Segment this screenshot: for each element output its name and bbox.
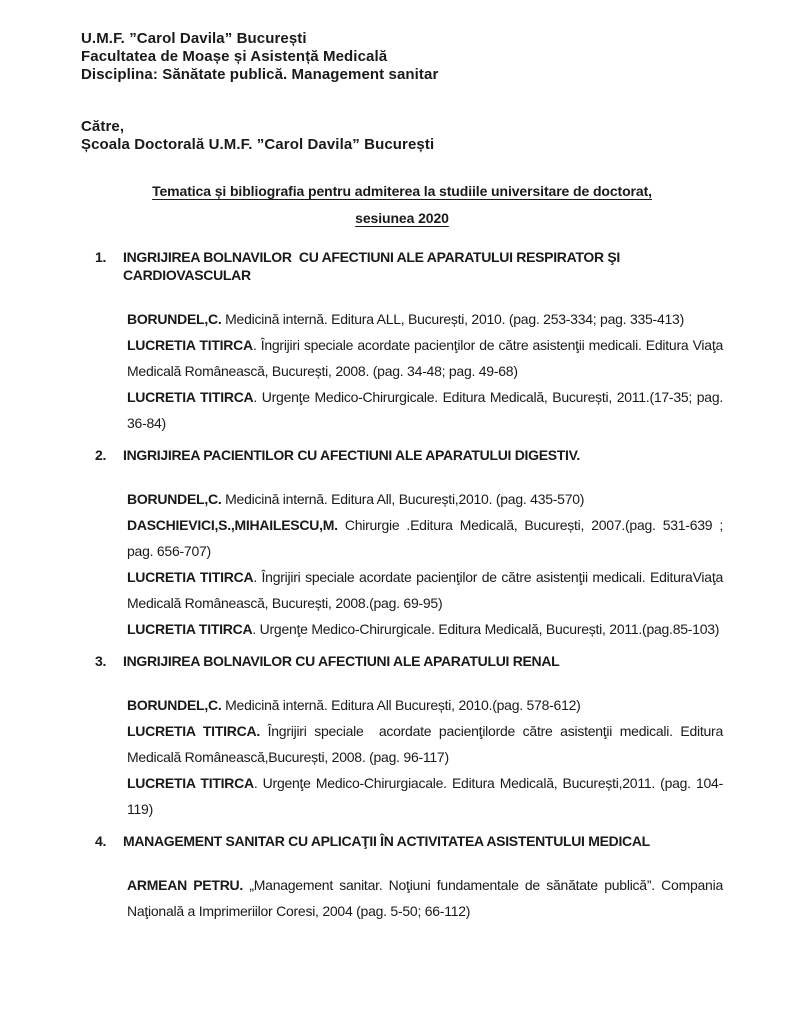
- entry-author: LUCRETIA TITIRCA: [127, 389, 254, 405]
- entry-author: LUCRETIA TITIRCA.: [127, 723, 260, 739]
- bibliography-section-3: [95, 652, 727, 822]
- addressee-salutation: Către,: [81, 118, 125, 135]
- section-entries: [127, 486, 727, 642]
- section-number: 4.: [95, 833, 107, 849]
- section-heading-text: MANAGEMENT SANITAR CU APLICAŢII ÎN ACTIVITATEA ASISTENTULUI MEDICAL: [123, 833, 650, 849]
- section-number: 3.: [95, 653, 107, 669]
- entry-author: BORUNDEL,C.: [127, 697, 222, 713]
- section-entries: [127, 692, 727, 822]
- entry-text: Îngrijiri speciale acordate pacienţilorde către asistenţii medicali. Editura Medicală Românească,București, 2008. (pag. 96-117): [127, 723, 727, 765]
- entry-text: Medicină internă. Editura ALL, București, 2010. (pag. 253-334; pag. 335-413): [221, 311, 684, 327]
- addressee-block: [81, 118, 723, 154]
- entry-text: Medicină internă. Editura All, București,2010. (pag. 435-570): [221, 491, 585, 507]
- entry-text: . Îngrijiri speciale acordate pacienţilor de către asistenţii medicali. Editura Viaţa Medicală Românească, București, 2008. (pag. 34-48; pag. 49-68): [127, 337, 727, 379]
- entry-author: ARMEAN PETRU.: [127, 877, 244, 893]
- section-heading-text: INGRIJIREA BOLNAVILOR CU AFECTIUNI ALE APARATULUI RESPIRATOR ŞI CARDIOVASCULAR: [123, 249, 624, 283]
- document-title: [81, 178, 723, 232]
- bibliography-entry: [127, 306, 723, 332]
- bibliography-section-1: [95, 248, 727, 436]
- entry-author: LUCRETIA TITIRCA: [127, 775, 254, 791]
- entry-text: . Îngrijiri speciale acordate pacienţilor de către asistenţii medicali. EdituraViaţa Medicală Românească, București, 2008.(pag. 69-95): [127, 569, 727, 611]
- bibliography-sections: [81, 248, 727, 924]
- letterhead-line-faculty: Facultatea de Moașe și Asistență Medicală: [81, 48, 388, 65]
- bibliography-entry: [127, 332, 727, 384]
- entry-author: LUCRETIA TITIRCA: [127, 337, 253, 353]
- entry-text: . Urgenţe Medico-Chirurgicale. Editura Medicală, București, 2011.(pag.85-103): [252, 621, 720, 637]
- bibliography-entry: [127, 872, 727, 924]
- entry-text: . Urgenţe Medico-Chirurgiacale. Editura Medicală, București,2011. (pag. 104-119): [127, 775, 723, 817]
- entry-author: LUCRETIA TITIRCA: [127, 621, 253, 637]
- document-title-line2: sesiunea 2020: [355, 210, 449, 226]
- section-heading: [95, 652, 723, 670]
- entry-text: Medicină internă. Editura All București, 2010.(pag. 578-612): [221, 697, 581, 713]
- document-title-line1: Tematica și bibliografia pentru admiterea la studiile universitare de doctorat,: [152, 183, 652, 199]
- bibliography-entry: [127, 384, 727, 436]
- bibliography-entry: [127, 486, 723, 512]
- entry-author: BORUNDEL,C.: [127, 491, 222, 507]
- section-heading: [95, 832, 723, 850]
- entry-author: LUCRETIA TITIRCA: [127, 569, 254, 585]
- entry-author: BORUNDEL,C.: [127, 311, 222, 327]
- entry-text: „Management sanitar. Noţiuni fundamentale de sănătate publică”. Compania Naţională a Imprimeriilor Coresi, 2004 (pag. 5-50; 66-112): [127, 877, 727, 919]
- bibliography-entry: [127, 616, 723, 642]
- section-number: 1.: [95, 249, 107, 265]
- section-entries: [127, 306, 727, 436]
- entry-text: Chirurgie .Editura Medicală, București, 2007.(pag. 531-639 ; pag. 656-707): [127, 517, 727, 559]
- bibliography-section-2: [95, 446, 727, 642]
- entry-text: . Urgenţe Medico-Chirurgicale. Editura Medicală, București, 2011.(17-35; pag. 36-84): [127, 389, 727, 431]
- section-heading-text: INGRIJIREA BOLNAVILOR CU AFECTIUNI ALE APARATULUI RENAL: [123, 653, 560, 669]
- bibliography-entry: [127, 692, 723, 718]
- letterhead-line-university: U.M.F. ”Carol Davila” București: [81, 30, 307, 47]
- section-heading-text: INGRIJIREA PACIENTILOR CU AFECTIUNI ALE APARATULUI DIGESTIV.: [123, 447, 580, 463]
- bibliography-section-4: [95, 832, 727, 924]
- section-heading: [95, 446, 723, 464]
- bibliography-entry: [127, 770, 723, 822]
- bibliography-entry: [127, 718, 727, 770]
- letterhead: [81, 30, 723, 84]
- letterhead-line-discipline: Disciplina: Sănătate publică. Management sanitar: [81, 66, 439, 83]
- section-number: 2.: [95, 447, 107, 463]
- addressee-recipient: Școala Doctorală U.M.F. ”Carol Davila” București: [81, 136, 435, 153]
- section-entries: [127, 872, 727, 924]
- bibliography-entry: [127, 512, 727, 564]
- section-heading: [95, 248, 723, 284]
- bibliography-entry: [127, 564, 727, 616]
- entry-author: DASCHIEVICI,S.,MIHAILESCU,M.: [127, 517, 338, 533]
